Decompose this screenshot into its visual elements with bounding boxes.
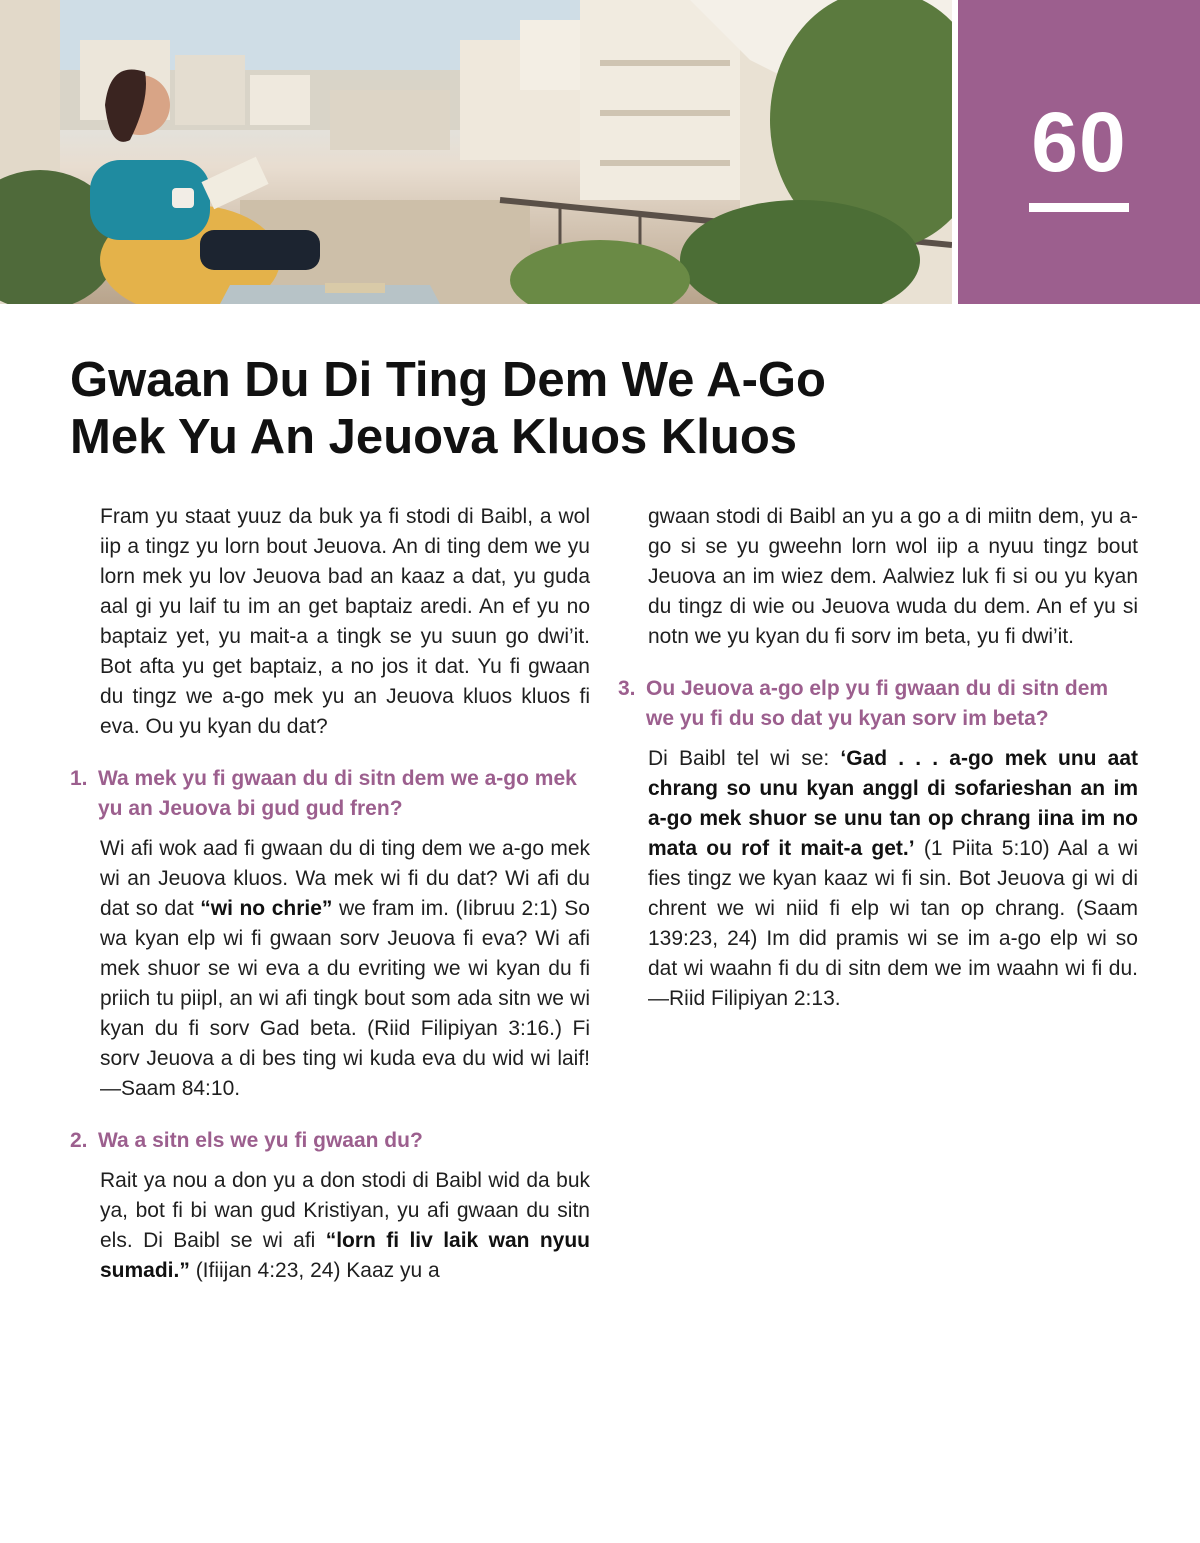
section-3-question <box>618 674 1138 734</box>
lesson-number-badge <box>958 0 1200 304</box>
section-3-text-a: Di Baibl tel wi se: <box>648 747 841 770</box>
right-column <box>618 502 1138 1014</box>
section-3-number: 3. <box>618 677 636 700</box>
lesson-number: 60 <box>1031 95 1127 189</box>
section-1-text-a: Wi afi wok aad fi gwaan du di ting dem we a-go mek wi an Jeuova kluos. Wa mek wi fi du dat? Wi afi du dat so dat <box>100 837 590 920</box>
intro-paragraph: Fram yu staat yuuz da buk ya fi stodi di Baibl, a wol iip a tingz yu lorn bout Jeuova. An di ting dem we yu lorn mek yu lov Jeuova bad an kaaz a dat, yu guda aal gi yu laif tu im an get baptaiz aredi. An ef yu no baptaiz yet, yu mait-a a tingk se yu suun go dwi’it. Bot afta yu get baptaiz, a no jos it dat. Yu fi gwaan du tingz we a-go mek yu an Jeuova kluos kluos fi eva. Ou yu kyan du dat? <box>100 505 590 738</box>
page-title-line-2: Mek Yu An Jeuova Kluos Kluos <box>70 410 798 464</box>
section-1-text-b: we fram im. (Iibruu 2:1) So wa kyan elp wi fi gwaan sorv Jeuova fi eva? Wi afi mek shuor se wi eva a du evriting we wi kyan du fi priich tu piipl, an wi afi tingk bout som ada sitn we wi kyan du fi sorv Gad beta. (Riid Filipiyan 3:16.) Fi sorv Jeuova a di bes ting wi kuda eva du wid wi laif!—Saam 84:10. <box>100 897 590 1100</box>
section-2-question <box>70 1126 590 1156</box>
section-2-number: 2. <box>70 1129 88 1152</box>
section-3-text-b: (1 Piita 5:10) Aal a wi fies tingz we kyan kaaz wi fi sin. Bot Jeuova gi wi di chrent we wi niid fi elp wi tan op chrang. (Saam 139:23, 24) Im did pramis wi se im a-go elp wi so dat wi waahn fi du di sitn dem we im waahn wi fi du.—Riid Filipiyan 2:13. <box>648 837 1138 1010</box>
section-3-paragraph <box>618 744 1138 1014</box>
section-2-paragraph <box>70 1166 590 1286</box>
section-1-emphasis: “wi no chrie” <box>200 897 333 920</box>
section-1-question-text: Wa mek yu fi gwaan du di sitn dem we a-go mek yu an Jeuova bi gud gud fren? <box>98 767 577 820</box>
page-title <box>70 352 970 466</box>
section-1-number: 1. <box>70 767 88 790</box>
section-1-question <box>70 764 590 824</box>
section-1-paragraph <box>70 834 590 1104</box>
balcony-scene-illustration <box>0 0 952 304</box>
section-3-question-text: Ou Jeuova a-go elp yu fi gwaan du di sitn dem we yu fi du so dat yu kyan sorv im beta? <box>646 677 1109 730</box>
section-2-text-a: Rait ya nou a don yu a don stodi di Baibl wid da buk ya, bot fi bi wan gud Kristiyan, yu afi gwaan du sitn els. Di Baibl se wi afi <box>100 1169 590 1252</box>
left-column <box>70 502 590 1286</box>
section-2-question-text: Wa a sitn els we yu fi gwaan du? <box>98 1129 423 1152</box>
section-3-emphasis: ‘Gad . . . a-go mek unu aat chrang so unu kyan anggl di sofarieshan an im a-go mek shuor se unu tan op chrang iina im no mata ou rof it mait-a get.’ <box>648 747 1138 860</box>
section-2-text-b: (Ifiijan 4:23, 24) Kaaz yu a <box>189 1259 440 1282</box>
hero-photo <box>0 0 952 304</box>
lesson-number-underline <box>1029 203 1129 212</box>
section-2-paragraph-continued: gwaan stodi di Baibl an yu a go a di miitn dem, yu a-go si se yu gweehn lorn wol iip a nyuu tingz bout Jeuova an im wiez dem. Aalwiez luk fi si ou yu kyan du tingz di wie ou Jeuova wuda du dem. An ef yu si notn we yu kyan du fi sorv im beta, yu fi dwi’it. <box>648 505 1138 648</box>
page-title-line-1: Gwaan Du Di Ting Dem We A-Go <box>70 353 826 407</box>
section-2-emphasis: “lorn fi liv laik wan nyuu sumadi.” <box>100 1229 590 1282</box>
